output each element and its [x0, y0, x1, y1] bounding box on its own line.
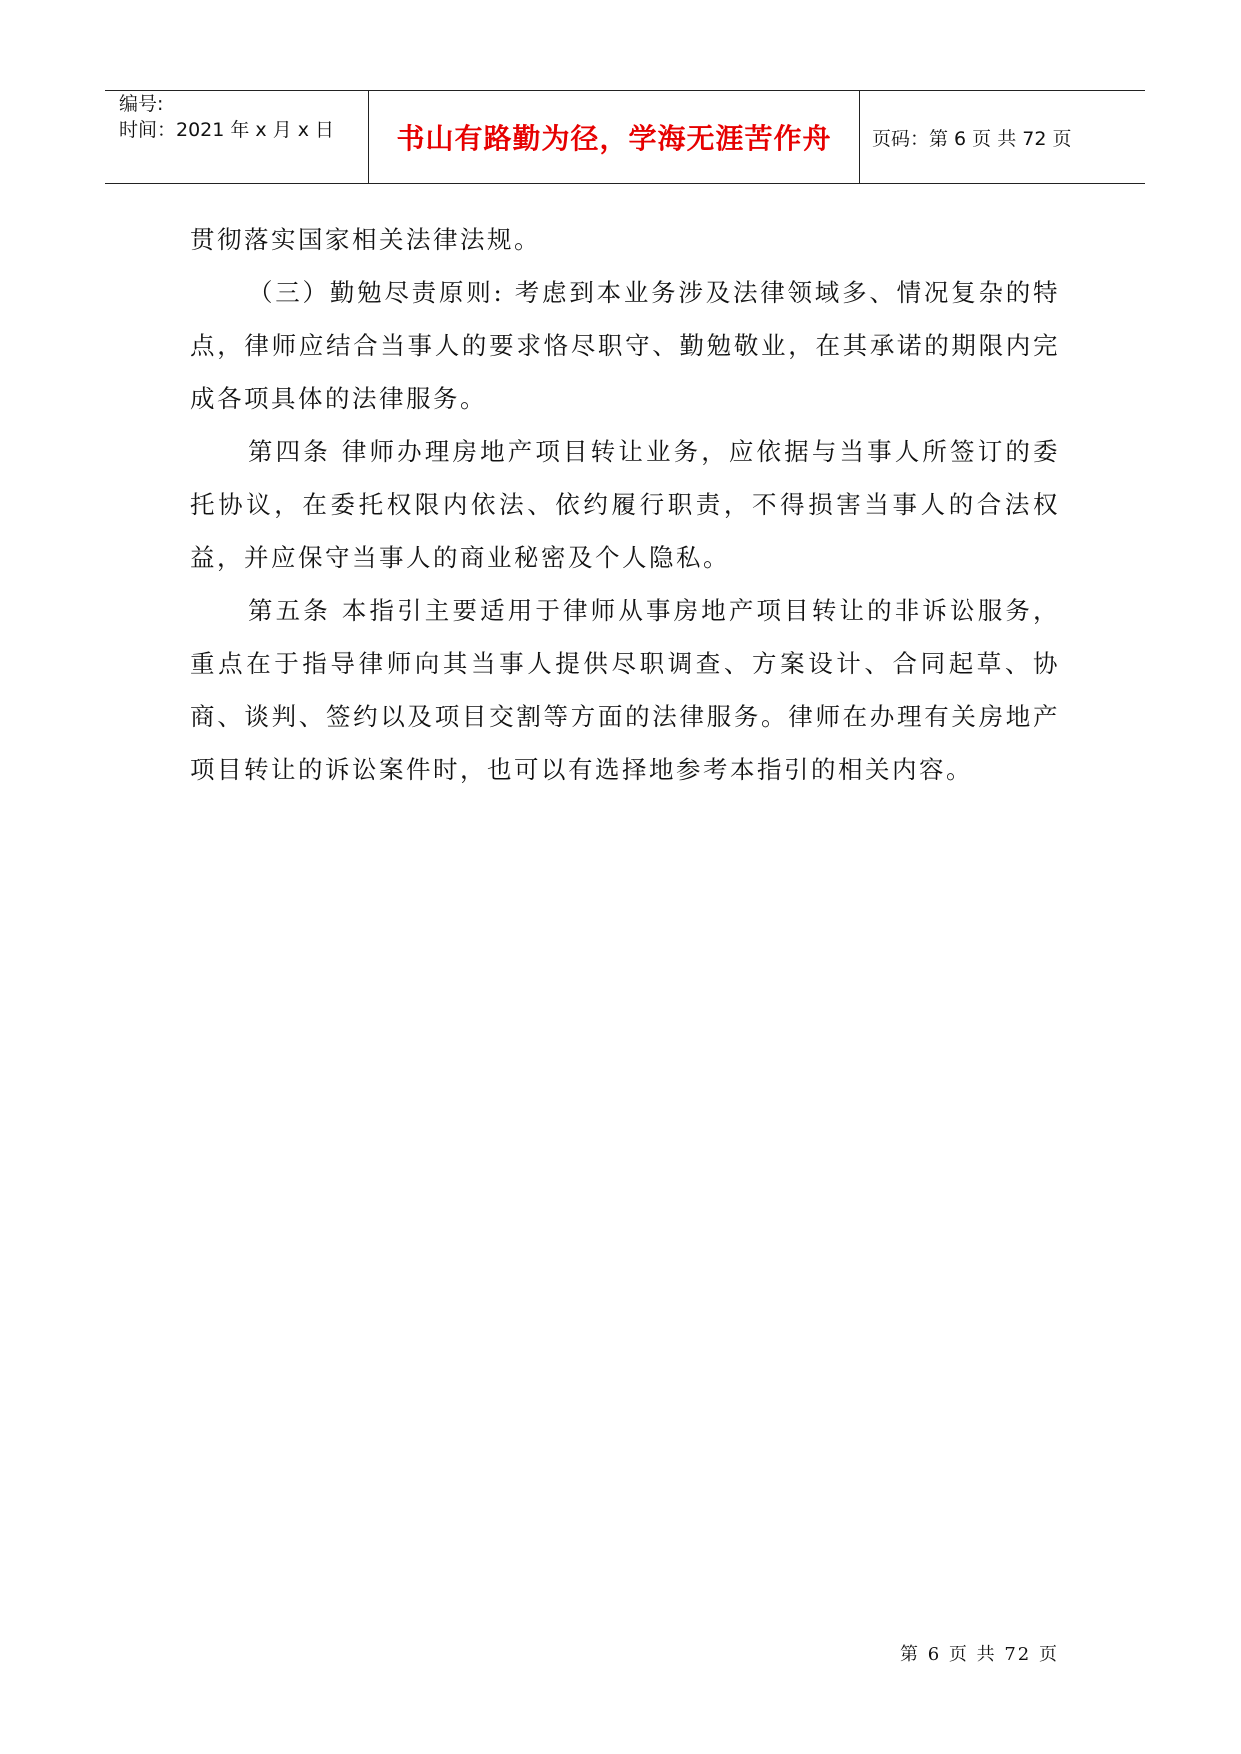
- header-page-cell: [860, 91, 1145, 183]
- header-time-label: 时间：2021 年 x 月 x 日: [119, 119, 335, 141]
- header-page-info: 页码：第 6 页 共 72 页: [872, 127, 1072, 150]
- header-number-label: 编号:: [119, 93, 164, 115]
- document-header: [105, 90, 1145, 184]
- paragraph-diligence-principle: （三）勤勉尽责原则: 考虑到本业务涉及法律领域多、情况复杂的特点，律师应结合当事人的要求恪尽职守、勤勉敬业，在其承诺的期限内完成各项具体的法律服务。: [190, 278, 1060, 413]
- header-meta-cell: [105, 91, 369, 183]
- paragraph-article-5: 第五条 本指引主要适用于律师从事房地产项目转让的非诉讼服务，重点在于指导律师向其当事人提供尽职调查、方案设计、合同起草、协商、谈判、签约以及项目交割等方面的法律服务。律师在办理有关房地产项目转让的诉讼案件时，也可以有选择地参考本指引的相关内容。: [190, 596, 1060, 784]
- paragraph-article-4: 第四条 律师办理房地产项目转让业务，应依据与当事人所签订的委托协议，在委托权限内依法、依约履行职责，不得损害当事人的合法权益，并应保守当事人的商业秘密及个人隐私。: [190, 437, 1060, 572]
- header-motto: 书山有路勤为径，学海无涯苦作舟: [396, 122, 832, 155]
- paragraph-continuation: 贯彻落实国家相关法律法规。: [190, 225, 541, 254]
- page-footer: 第 6 页 共 72 页: [900, 1644, 1059, 1665]
- header-motto-cell: [369, 91, 860, 183]
- document-body: [190, 213, 1060, 796]
